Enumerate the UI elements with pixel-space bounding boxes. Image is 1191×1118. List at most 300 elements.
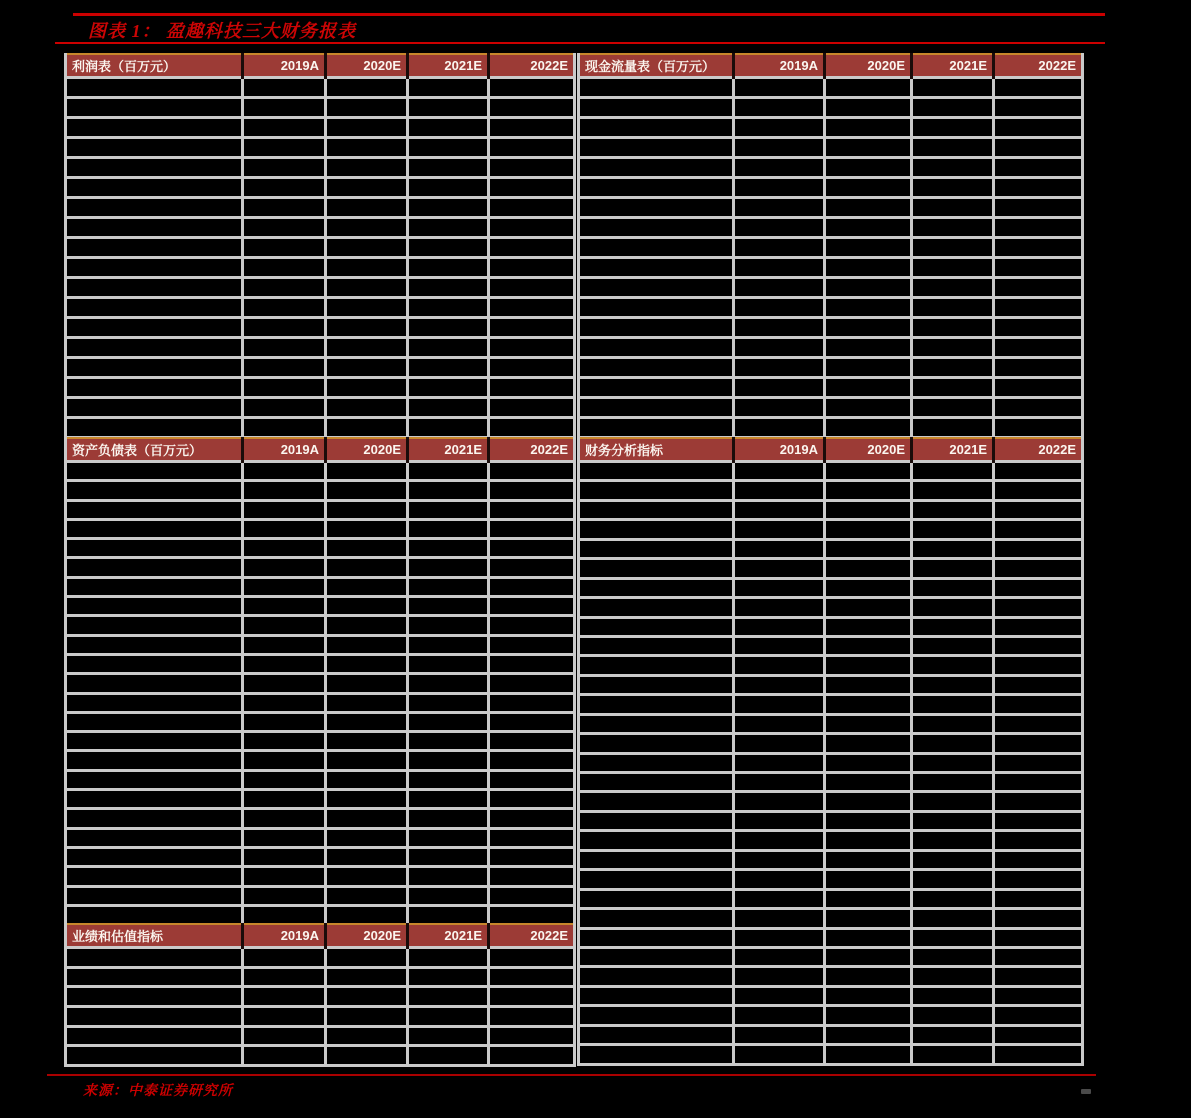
table-cell bbox=[489, 674, 575, 693]
table-row bbox=[579, 462, 1083, 481]
table-cell bbox=[994, 1025, 1083, 1044]
table-cell bbox=[579, 98, 734, 118]
table-cell bbox=[579, 734, 734, 753]
table-cell bbox=[326, 712, 408, 731]
table-cell bbox=[326, 847, 408, 866]
table-cell bbox=[912, 850, 994, 869]
table-cell bbox=[825, 1006, 912, 1025]
page-corner-mark bbox=[1081, 1089, 1091, 1094]
table-cell bbox=[994, 520, 1083, 539]
table-cell bbox=[994, 753, 1083, 772]
table-cell bbox=[408, 98, 489, 118]
table-cell bbox=[489, 616, 575, 635]
table-cell bbox=[326, 1026, 408, 1046]
column-header-year: 2019A bbox=[243, 924, 326, 948]
table-cell bbox=[66, 158, 243, 178]
table-row bbox=[66, 693, 575, 712]
source-note: 来源：中泰证券研究所 bbox=[83, 1084, 233, 1099]
table-cell bbox=[579, 138, 734, 158]
table-row bbox=[579, 967, 1083, 986]
table-cell bbox=[326, 78, 408, 98]
table-cell bbox=[912, 909, 994, 928]
table-cell bbox=[66, 867, 243, 886]
table-row bbox=[579, 258, 1083, 278]
column-header-year: 2021E bbox=[408, 54, 489, 78]
table-cell bbox=[912, 870, 994, 889]
table-row bbox=[579, 1025, 1083, 1044]
table-cell bbox=[579, 539, 734, 558]
table-cell bbox=[734, 734, 825, 753]
table-cell bbox=[243, 1007, 326, 1027]
table-cell bbox=[66, 732, 243, 751]
table-cell bbox=[734, 675, 825, 694]
column-header-label: 利润表（百万元） bbox=[66, 54, 243, 78]
table-row bbox=[66, 98, 575, 118]
table-cell bbox=[912, 298, 994, 318]
table-cell bbox=[825, 598, 912, 617]
table-cell bbox=[825, 656, 912, 675]
table-cell bbox=[912, 198, 994, 218]
table-cell bbox=[912, 811, 994, 830]
table-cell bbox=[243, 378, 326, 398]
table-cell bbox=[408, 462, 489, 481]
table-row bbox=[66, 751, 575, 770]
table-cell bbox=[994, 870, 1083, 889]
table-cell bbox=[408, 635, 489, 654]
table-cell bbox=[243, 867, 326, 886]
table-row bbox=[66, 597, 575, 616]
table-row bbox=[579, 481, 1083, 500]
table-cell bbox=[994, 258, 1083, 278]
table-cell bbox=[326, 378, 408, 398]
table-row bbox=[66, 462, 575, 481]
table-cell bbox=[408, 1046, 489, 1066]
table-row bbox=[579, 578, 1083, 597]
table-cell bbox=[734, 598, 825, 617]
table-row bbox=[66, 218, 575, 238]
table-row bbox=[579, 358, 1083, 378]
table-cell bbox=[408, 577, 489, 596]
table-cell bbox=[994, 238, 1083, 258]
table-cell bbox=[912, 158, 994, 178]
table-cell bbox=[994, 378, 1083, 398]
table-cell bbox=[326, 298, 408, 318]
column-header-year: 2022E bbox=[489, 438, 575, 462]
table-cell bbox=[326, 948, 408, 968]
table-row bbox=[579, 695, 1083, 714]
table-cell bbox=[994, 398, 1083, 418]
table-cell bbox=[489, 654, 575, 673]
table-row bbox=[66, 674, 575, 693]
table-cell bbox=[912, 559, 994, 578]
table-cell bbox=[243, 654, 326, 673]
table-cell bbox=[912, 278, 994, 298]
table-cell bbox=[66, 809, 243, 828]
table-cell bbox=[734, 792, 825, 811]
table-cell bbox=[326, 558, 408, 577]
table-cell bbox=[912, 714, 994, 733]
table-cell bbox=[734, 378, 825, 398]
table-cell bbox=[579, 636, 734, 655]
table-cell bbox=[825, 850, 912, 869]
table-row bbox=[579, 539, 1083, 558]
table-row bbox=[66, 905, 575, 924]
table-cell bbox=[912, 734, 994, 753]
table-cell bbox=[825, 520, 912, 539]
table-cell bbox=[825, 278, 912, 298]
table-cell bbox=[994, 500, 1083, 519]
table-row bbox=[66, 78, 575, 98]
table-cell bbox=[912, 318, 994, 338]
table-cell bbox=[734, 418, 825, 438]
table-cell bbox=[243, 198, 326, 218]
table-cell bbox=[243, 847, 326, 866]
column-header-year: 2021E bbox=[912, 54, 994, 78]
table-cell bbox=[243, 905, 326, 924]
table-cell bbox=[66, 258, 243, 278]
table-cell bbox=[825, 986, 912, 1005]
table-cell bbox=[825, 753, 912, 772]
table-cell bbox=[994, 138, 1083, 158]
table-cell bbox=[579, 500, 734, 519]
table-cell bbox=[243, 635, 326, 654]
table-cell bbox=[734, 753, 825, 772]
table-row bbox=[579, 656, 1083, 675]
table-row bbox=[66, 358, 575, 378]
table-cell bbox=[912, 398, 994, 418]
table-row bbox=[66, 1046, 575, 1066]
table-cell bbox=[326, 693, 408, 712]
table-cash-flow-statement bbox=[577, 53, 1084, 439]
table-cell bbox=[912, 178, 994, 198]
table-cell bbox=[326, 616, 408, 635]
table-financial-ratios bbox=[577, 437, 1084, 1066]
table-row bbox=[66, 886, 575, 905]
table-cell bbox=[326, 905, 408, 924]
column-header-year: 2022E bbox=[994, 438, 1083, 462]
table-cell bbox=[734, 118, 825, 138]
table-cell bbox=[408, 558, 489, 577]
table-cell bbox=[825, 118, 912, 138]
table-row bbox=[66, 198, 575, 218]
table-cell bbox=[734, 656, 825, 675]
table-row bbox=[66, 847, 575, 866]
table-cell bbox=[579, 238, 734, 258]
table-cell bbox=[734, 928, 825, 947]
table-cell bbox=[579, 218, 734, 238]
table-cell bbox=[326, 828, 408, 847]
section-header-row bbox=[579, 54, 1083, 78]
table-cell bbox=[579, 462, 734, 481]
table-cell bbox=[66, 577, 243, 596]
table-cell bbox=[912, 98, 994, 118]
column-header-label: 资产负债表（百万元） bbox=[66, 438, 243, 462]
table-row bbox=[66, 398, 575, 418]
table-cell bbox=[66, 338, 243, 358]
table-cell bbox=[489, 158, 575, 178]
table-cell bbox=[825, 158, 912, 178]
table-cell bbox=[243, 519, 326, 538]
table-cell bbox=[489, 118, 575, 138]
table-cell bbox=[734, 831, 825, 850]
table-row bbox=[66, 278, 575, 298]
table-cell bbox=[243, 158, 326, 178]
table-cell bbox=[66, 948, 243, 968]
table-cell bbox=[243, 597, 326, 616]
table-cell bbox=[489, 905, 575, 924]
table-cell bbox=[825, 559, 912, 578]
table-cell bbox=[825, 1045, 912, 1064]
table-row bbox=[579, 636, 1083, 655]
table-cell bbox=[734, 773, 825, 792]
column-header-label: 业绩和估值指标 bbox=[66, 924, 243, 948]
table-row bbox=[579, 418, 1083, 438]
table-cell bbox=[912, 1025, 994, 1044]
table-cell bbox=[825, 78, 912, 98]
table-cell bbox=[326, 318, 408, 338]
table-cell bbox=[66, 118, 243, 138]
table-cell bbox=[994, 792, 1083, 811]
table-cell bbox=[489, 1007, 575, 1027]
table-row bbox=[66, 338, 575, 358]
table-cell bbox=[579, 831, 734, 850]
table-cell bbox=[912, 481, 994, 500]
table-cell bbox=[912, 258, 994, 278]
table-balance-sheet bbox=[64, 437, 576, 926]
table-cell bbox=[579, 753, 734, 772]
table-cell bbox=[326, 178, 408, 198]
table-cell bbox=[579, 811, 734, 830]
table-cell bbox=[408, 987, 489, 1007]
table-cell bbox=[734, 870, 825, 889]
table-cell bbox=[326, 198, 408, 218]
table-cell bbox=[489, 847, 575, 866]
table-cell bbox=[994, 78, 1083, 98]
table-cell bbox=[66, 278, 243, 298]
table-cell bbox=[243, 218, 326, 238]
table-cell bbox=[825, 198, 912, 218]
table-cell bbox=[66, 905, 243, 924]
table-row bbox=[579, 98, 1083, 118]
table-cell bbox=[579, 656, 734, 675]
table-cell bbox=[579, 909, 734, 928]
table-cell bbox=[489, 178, 575, 198]
table-cell bbox=[326, 597, 408, 616]
table-row bbox=[66, 500, 575, 519]
table-cell bbox=[408, 867, 489, 886]
table-row bbox=[579, 500, 1083, 519]
table-cell bbox=[734, 278, 825, 298]
table-cell bbox=[408, 886, 489, 905]
table-cell bbox=[489, 462, 575, 481]
table-cell bbox=[243, 1046, 326, 1066]
table-cell bbox=[994, 218, 1083, 238]
column-header-year: 2019A bbox=[243, 54, 326, 78]
table-cell bbox=[408, 78, 489, 98]
table-cell bbox=[912, 753, 994, 772]
table-cell bbox=[734, 850, 825, 869]
table-cell bbox=[489, 318, 575, 338]
table-cell bbox=[912, 598, 994, 617]
table-cell bbox=[994, 831, 1083, 850]
table-cell bbox=[579, 889, 734, 908]
table-cell bbox=[912, 831, 994, 850]
table-cell bbox=[489, 809, 575, 828]
table-cell bbox=[994, 298, 1083, 318]
table-cell bbox=[994, 986, 1083, 1005]
table-cell bbox=[734, 98, 825, 118]
table-cell bbox=[489, 712, 575, 731]
table-row bbox=[66, 712, 575, 731]
table-cell bbox=[994, 198, 1083, 218]
table-cell bbox=[408, 693, 489, 712]
table-cell bbox=[243, 318, 326, 338]
table-cell bbox=[734, 811, 825, 830]
table-cell bbox=[579, 675, 734, 694]
table-cell bbox=[734, 398, 825, 418]
table-cell bbox=[825, 617, 912, 636]
table-cell bbox=[994, 675, 1083, 694]
table-cell bbox=[579, 1025, 734, 1044]
section-header-row bbox=[66, 438, 575, 462]
table-cell bbox=[579, 986, 734, 1005]
table-cell bbox=[408, 338, 489, 358]
table-cell bbox=[326, 238, 408, 258]
table-cell bbox=[734, 462, 825, 481]
table-cell bbox=[912, 418, 994, 438]
table-cell bbox=[326, 398, 408, 418]
section-header-row bbox=[579, 438, 1083, 462]
table-cell bbox=[408, 751, 489, 770]
table-cell bbox=[825, 238, 912, 258]
table-cell bbox=[66, 558, 243, 577]
table-cell bbox=[243, 558, 326, 577]
table-cell bbox=[408, 847, 489, 866]
table-cell bbox=[326, 138, 408, 158]
table-cell bbox=[66, 1026, 243, 1046]
table-cell bbox=[825, 358, 912, 378]
table-cell bbox=[489, 481, 575, 500]
table-cell bbox=[734, 258, 825, 278]
table-cell bbox=[579, 598, 734, 617]
table-row bbox=[579, 675, 1083, 694]
table-cell bbox=[66, 378, 243, 398]
table-row bbox=[579, 338, 1083, 358]
table-cell bbox=[66, 712, 243, 731]
table-cell bbox=[326, 338, 408, 358]
table-cell bbox=[579, 298, 734, 318]
table-cell bbox=[825, 578, 912, 597]
table-cell bbox=[734, 198, 825, 218]
table-cell bbox=[912, 928, 994, 947]
table-cell bbox=[825, 870, 912, 889]
table-cell bbox=[994, 656, 1083, 675]
table-row bbox=[66, 138, 575, 158]
table-cell bbox=[734, 1045, 825, 1064]
table-cell bbox=[579, 158, 734, 178]
table-row bbox=[66, 378, 575, 398]
table-cell bbox=[243, 712, 326, 731]
table-row bbox=[66, 948, 575, 968]
column-header-year: 2020E bbox=[326, 924, 408, 948]
column-header-year: 2021E bbox=[912, 438, 994, 462]
table-cell bbox=[912, 462, 994, 481]
table-cell bbox=[243, 462, 326, 481]
table-row bbox=[579, 378, 1083, 398]
table-cell bbox=[579, 1045, 734, 1064]
table-cell bbox=[489, 635, 575, 654]
table-cell bbox=[579, 198, 734, 218]
table-cell bbox=[912, 1045, 994, 1064]
table-row bbox=[66, 770, 575, 789]
table-cell bbox=[825, 636, 912, 655]
table-cell bbox=[579, 695, 734, 714]
table-cell bbox=[66, 238, 243, 258]
table-cell bbox=[408, 481, 489, 500]
table-row bbox=[66, 616, 575, 635]
table-cell bbox=[66, 418, 243, 438]
table-cell bbox=[489, 577, 575, 596]
table-cell bbox=[66, 751, 243, 770]
table-cell bbox=[66, 98, 243, 118]
table-income-statement bbox=[64, 53, 576, 439]
table-cell bbox=[734, 520, 825, 539]
table-cell bbox=[489, 558, 575, 577]
table-cell bbox=[243, 500, 326, 519]
table-cell bbox=[66, 462, 243, 481]
table-cell bbox=[326, 1007, 408, 1027]
table-cell bbox=[734, 1006, 825, 1025]
table-cell bbox=[489, 218, 575, 238]
table-cell bbox=[66, 78, 243, 98]
table-row bbox=[66, 967, 575, 987]
table-row bbox=[579, 218, 1083, 238]
table-cell bbox=[825, 928, 912, 947]
table-cell bbox=[66, 398, 243, 418]
table-cell bbox=[326, 258, 408, 278]
table-row bbox=[579, 714, 1083, 733]
table-cell bbox=[66, 886, 243, 905]
column-header-year: 2020E bbox=[825, 54, 912, 78]
table-cell bbox=[408, 732, 489, 751]
table-row bbox=[579, 158, 1083, 178]
table-cell bbox=[825, 811, 912, 830]
column-header-year: 2019A bbox=[734, 438, 825, 462]
table-cell bbox=[734, 909, 825, 928]
column-header-year: 2022E bbox=[489, 54, 575, 78]
table-cell bbox=[734, 617, 825, 636]
table-cell bbox=[734, 636, 825, 655]
table-cell bbox=[243, 790, 326, 809]
table-cell bbox=[243, 828, 326, 847]
table-cell bbox=[489, 1026, 575, 1046]
table-cell bbox=[66, 178, 243, 198]
section-header-row bbox=[66, 924, 575, 948]
table-cell bbox=[408, 712, 489, 731]
table-cell bbox=[489, 732, 575, 751]
table-row bbox=[579, 598, 1083, 617]
table-cell bbox=[994, 158, 1083, 178]
table-cell bbox=[734, 967, 825, 986]
table-row bbox=[579, 138, 1083, 158]
table-row bbox=[66, 418, 575, 438]
table-cell bbox=[326, 790, 408, 809]
table-cell bbox=[994, 178, 1083, 198]
table-cell bbox=[825, 138, 912, 158]
table-cell bbox=[66, 519, 243, 538]
table-cell bbox=[994, 118, 1083, 138]
table-cell bbox=[734, 158, 825, 178]
